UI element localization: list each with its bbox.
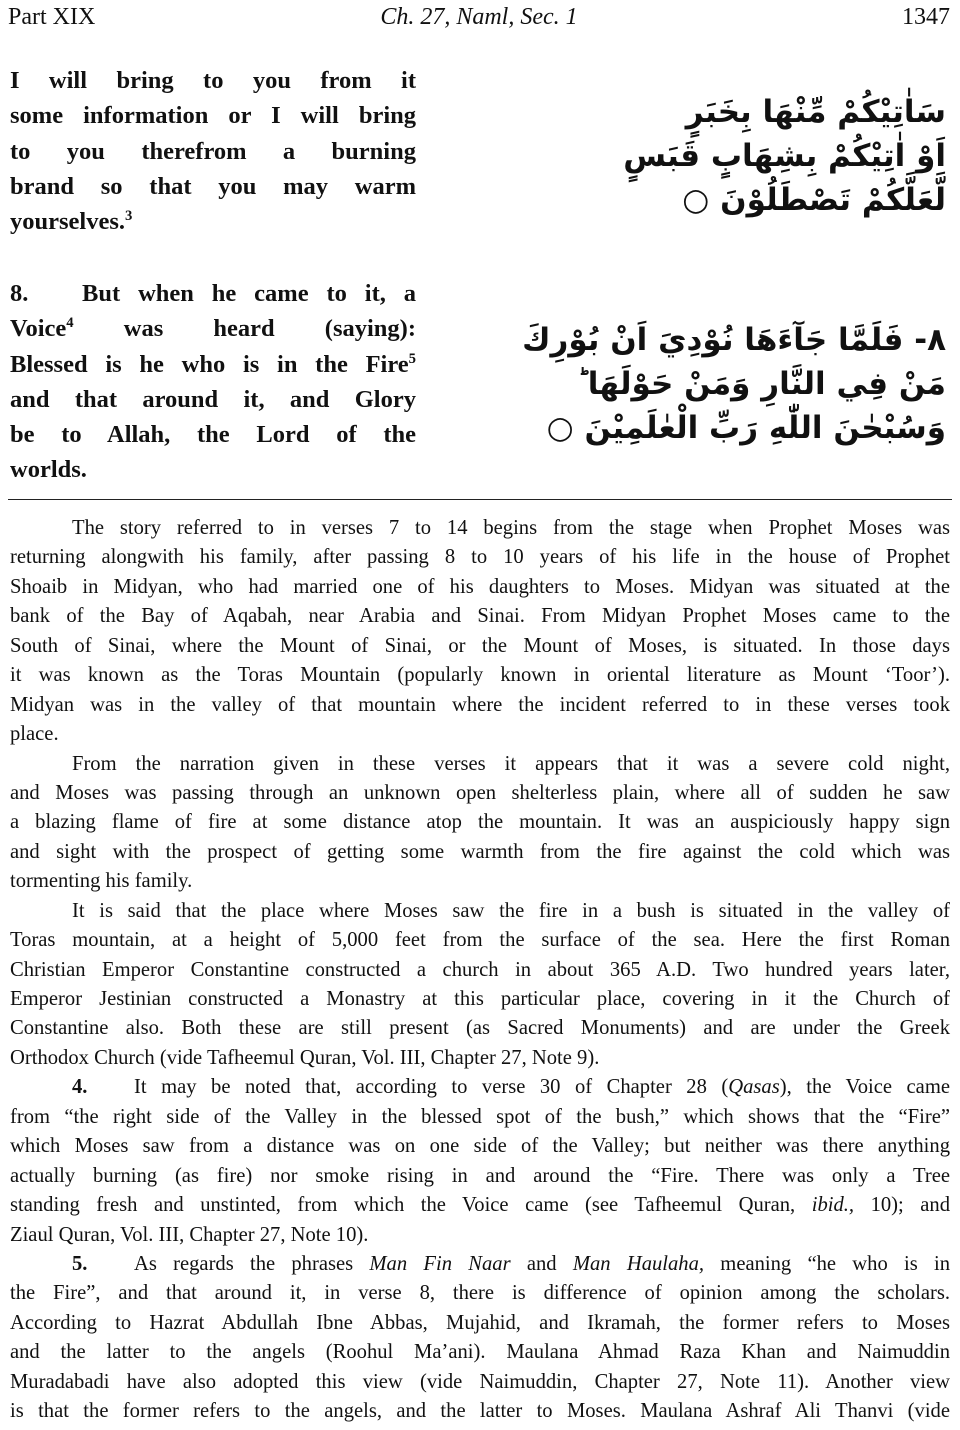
text-run: Voice (10, 315, 67, 343)
note-number: 5. (72, 1252, 88, 1275)
text-line: place. (10, 723, 59, 746)
arabic-line: مَنْ فِي النَّارِ وَمَنْ حَوْلَهَا ؕ (576, 366, 946, 402)
text-line: Shoaib in Midyan, who had married one of his daughters to Moses. Midyan was situated at the (10, 575, 950, 598)
verse-line: I will bring to you from it (10, 67, 416, 94)
text-line (10, 1250, 950, 1279)
text-line: bank of the Bay of Aqabah, near Arabia and Sinai. From Midyan Prophet Moses came to the (10, 605, 950, 628)
text-run: 10); and (854, 1194, 950, 1217)
text-line: Emperor Jestinian constructed a Monastry at this particular place, covering in it the Church of (10, 988, 950, 1010)
arabic-line: ٨- فَلَمَّا جَآءَهَا نُوْدِيَ اَنْ بُوْرِكَ (522, 322, 946, 358)
text-run: Blessed is he who is in the Fire (10, 350, 409, 378)
text-line (10, 1191, 950, 1220)
verse-line: worlds. (10, 456, 87, 484)
text-run: was heard (saying): (73, 315, 416, 343)
text-line: From the narration given in these verses it appears that it was a severe cold night, (72, 752, 950, 775)
text-run: and (510, 1252, 573, 1275)
italic-text: Qasas (728, 1076, 780, 1099)
text-line: Constantine also. Both these are still present (as Sacred Monuments) and are under the Greek (10, 1017, 950, 1040)
text-line: and Moses was passing through an unknown open shelterless plain, where all of sudden he saw (10, 781, 950, 804)
text-run: standing fresh and unstinted, from which the Voice came (see Tafheemul Quran, (10, 1194, 812, 1217)
text-run: As regards the phrases (134, 1252, 370, 1275)
note-4 (10, 1073, 950, 1250)
verse-8-translation (10, 276, 416, 488)
text-line: and the latter to the angels (Roohul Ma’ani). Maulana Ahmad Raza Khan and Naimuddin (10, 1341, 950, 1364)
text-run: ), the Voice came (779, 1076, 950, 1099)
text-line: According to Hazrat Abdullah Ibne Abbas, Mujahid, and Ikramah, the former refers to Moses (10, 1311, 950, 1334)
arabic-line: لَّعَلَّكُمْ تَصْطَلُوْنَ ○ (682, 182, 946, 218)
note-5 (10, 1250, 950, 1427)
text-line (10, 1073, 950, 1102)
commentary (10, 514, 950, 1427)
arabic-line: اَوْ اٰتِيْكُمْ بِشِهَابٍ قَبَسٍ (623, 138, 946, 174)
chapter-label: Ch. 27, Naml, Sec. 1 (380, 4, 578, 30)
verse-line: 8. But when he came to it, a (10, 280, 416, 307)
text-line: South of Sinai, where the Mount of Sinai, or the Mount of Moses, is situated. In those days (10, 634, 950, 657)
text-line: a blazing flame of fire at some distance atop the mountain. It was an auspiciously happy sign (10, 811, 950, 834)
arabic-line: سَاٰتِيْكُمْ مِّنْهَا بِخَبَرٍ (685, 94, 946, 130)
text-line: and sight with the prospect of getting some warmth from the fire against the cold which was (10, 840, 950, 863)
text-run: meaning “he who is in (704, 1252, 951, 1275)
page-number: 1347 (902, 4, 950, 30)
footnote-marker[interactable]: 5 (408, 350, 416, 367)
note-number: 4. (72, 1076, 88, 1099)
verse-line (10, 347, 416, 382)
verse-line: brand so that you may warm (10, 172, 416, 200)
footnote-marker[interactable]: 3 (125, 208, 133, 225)
verse-7-translation (10, 63, 416, 239)
footnote-marker[interactable]: 4 (66, 315, 74, 332)
verse-line: and that around it, and Glory (10, 385, 416, 413)
verse-line: to you therefrom a burning (10, 137, 416, 165)
verse-line: some information or I will bring (10, 102, 416, 130)
text-line: the Fire”, and that around it, in verse 8, there is difference of opinion among the scholars. (10, 1282, 950, 1305)
text-line: The story referred to in verses 7 to 14 begins from the stage when Prophet Moses was (72, 517, 950, 539)
text-line: it was known as the Toras Mountain (popularly known in oriental literature as Mount ‘Toor’). (10, 664, 950, 687)
verse-line (10, 204, 416, 239)
italic-text: Man Fin Naar (369, 1252, 511, 1275)
text-line: Muradabadi have also adopted this view (vide Naimuddin, Chapter 27, Note 11). Another view (10, 1370, 950, 1393)
text-line: Midyan was in the valley of that mountain where the incident referred to in these verses took (10, 693, 950, 716)
text-line: tormenting his family. (10, 870, 193, 893)
text-line: is that the former refers to the angels, and the latter to Moses. Maulana Ashraf Ali Thanvi (vide (10, 1400, 950, 1423)
text-line: returning alongwith his family, after passing 8 to 10 years of his life in the house of Prophet (10, 546, 950, 569)
text-line: Orthodox Church (vide Tafheemul Quran, Vol. III, Chapter 27, Note 9). (10, 1046, 600, 1069)
text-line: from “the right side of the Valley in the blessed spot of the bush,” which shows that the “Fire” (10, 1105, 950, 1128)
italic-text: Man Haulaha, (572, 1252, 705, 1275)
commentary-paragraph (10, 514, 950, 750)
verse-7-arabic (596, 90, 946, 222)
text-line: actually burning (as fire) nor smoke rising in and around the “Fire. There was only a Tree (10, 1164, 950, 1187)
verse-8-arabic (522, 318, 946, 450)
text-run: It may be noted that, according to verse 30 of Chapter 28 ( (134, 1076, 729, 1099)
commentary-paragraph (10, 897, 950, 1074)
text-line: Toras mountain, at a height of 5,000 feet from the surface of the sea. Here the first Roman (10, 929, 950, 952)
text-line: which Moses saw from a distance was on one side of the Valley; but neither was there anything (10, 1135, 950, 1158)
italic-text: ibid., (811, 1194, 855, 1217)
arabic-line: وَسُبْحٰنَ اللّٰهِ رَبِّ الْعٰلَمِيْنَ ○ (546, 410, 946, 446)
verse-line (10, 311, 416, 346)
text-line: Christian Emperor Constantine constructed a church in about 365 A.D. Two hundred years later, (10, 958, 950, 981)
text-line: It is said that the place where Moses saw the fire in a bush is situated in the valley of (72, 899, 950, 922)
note-3 (10, 750, 950, 897)
text-run: yourselves. (10, 208, 125, 236)
divider-rule (8, 499, 952, 500)
text-line: Ziaul Quran, Vol. III, Chapter 27, Note 10). (10, 1223, 369, 1246)
running-header (8, 4, 950, 34)
part-label: Part XIX (8, 4, 96, 30)
verse-line: be to Allah, the Lord of the (10, 421, 416, 449)
